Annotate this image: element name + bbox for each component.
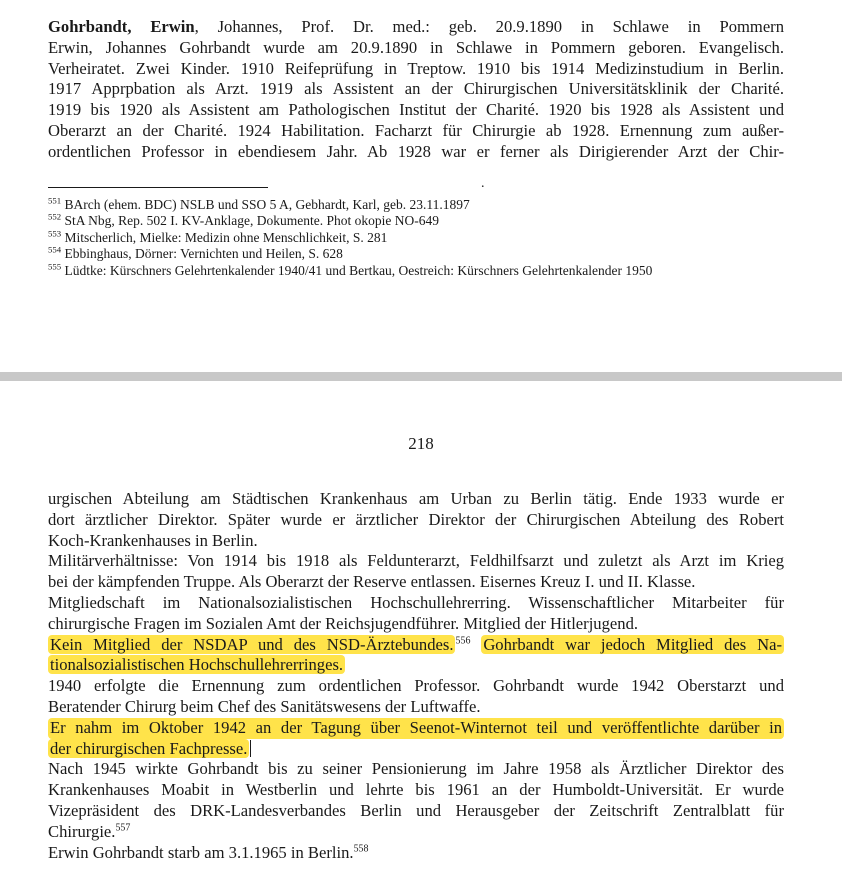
- footnote: [48, 197, 652, 213]
- footnote-separator: [48, 187, 268, 188]
- highlight-span[interactable]: Kein Mitglied der NSDAP und des NSD-Ärztebundes.: [50, 634, 454, 654]
- bio-line: Oberarzt an der Charité. 1924 Habilitation. Facharzt für Chirurgie ab 1928. Ernennung zum außer-: [48, 120, 784, 140]
- footnote-number: 551: [48, 195, 62, 206]
- bio-first-name: Erwin: [150, 17, 195, 36]
- text-line: Vizepräsident des DRK-Landesverbandes Berlin und Herausgeber der Zeitschrift Zentralblatt für: [48, 800, 784, 820]
- text-line: urgischen Abteilung am Städtischen Krankenhaus am Urban zu Berlin tätig. Ende 1933 wurde er: [48, 489, 784, 508]
- main-text: [48, 489, 784, 863]
- footnote-ref: 557: [115, 822, 131, 834]
- highlighted-line: [48, 718, 784, 739]
- bio-line: ordentlichen Professor in ebendiesem Jahr. Ab 1928 war er ferner als Dirigierender Arzt der Chir-: [48, 141, 784, 161]
- highlight-span[interactable]: Gohrbandt war jedoch Mitglied des Na-: [483, 634, 782, 654]
- highlight-span[interactable]: der chirurgischen Fachpresse.: [50, 738, 248, 758]
- text-line: Nach 1945 wirkte Gohrbandt bis zu seiner Pensionierung im Jahre 1958 als Ärztlicher Direktor des: [48, 759, 784, 779]
- footnote-ref: 556: [455, 635, 471, 647]
- previous-page: [0, 0, 842, 372]
- bio-line: Erwin, Johannes Gohrbandt wurde am 20.9.1890 in Schlawe in Pommern geboren. Evangelisch.: [48, 37, 784, 57]
- stray-dot: .: [481, 176, 485, 191]
- text-line: Erwin Gohrbandt starb am 3.1.1965 in Berlin.$^{558}$: [48, 842, 369, 862]
- text-line: Koch-Krankenhauses in Berlin.: [48, 530, 258, 550]
- footnote-list: [48, 197, 652, 279]
- text-line: 1940 erfolgte die Ernennung zum ordentlichen Professor. Gohrbandt wurde 1942 Oberstarzt und: [48, 676, 784, 696]
- footnote: [48, 263, 652, 279]
- footnote-ref: 558: [353, 843, 369, 855]
- footnote-text: Lüdtke: Kürschners Gelehrtenkalender 1940/41 und Bertkau, Oestreich: Kürschners Gelehrtenkalender 1950: [64, 262, 653, 278]
- page-number: 218: [408, 434, 434, 453]
- bio-line: 1919 bis 1920 als Assistent am Pathologischen Institut der Charité. 1920 bis 1928 als Assistent und: [48, 100, 784, 120]
- bio-heading: Gohrbandt, Erwin, Johannes, Prof. Dr. med.: geb. 20.9.1890 in Schlawe in Pommern: [48, 17, 785, 36]
- page-break-divider: [0, 372, 842, 381]
- footnote: [48, 230, 652, 246]
- footnote-text: StA Nbg, Rep. 502 I. KV-Anklage, Dokumente. Phot okopie NO-649: [64, 213, 440, 229]
- highlighted-line: [48, 635, 784, 656]
- highlight-span[interactable]: Er nahm im Oktober 1942 an der Tagung über Seenot-Winternot teil und veröffentlichte darüber in: [50, 717, 782, 737]
- footnote-number: 553: [48, 228, 62, 239]
- bio-paragraph: [48, 17, 784, 163]
- text-line: Beratender Chirurg beim Chef des Sanitätswesens der Luftwaffe.: [48, 696, 481, 716]
- footnote: [48, 213, 652, 229]
- bio-line: Verheiratet. Zwei Kinder. 1910 Reifeprüfung in Treptow. 1910 bis 1914 Medizinstudium in Berlin.: [48, 58, 784, 78]
- text-line: chirurgische Fragen im Sozialen Amt der Reichsjugendführer. Mitglied der Hitlerjugend.: [48, 613, 639, 633]
- text-line: Chirurgie.$^{557}$: [48, 821, 131, 841]
- text-line: Krankenhauses Moabit in Westberlin und lehrte bis 1961 an der Humboldt-Universität. Er wurde: [48, 780, 784, 800]
- text-cursor: [250, 740, 251, 757]
- footnote-text: Mitscherlich, Mielke: Medizin ohne Menschlichkeit, S. 281: [64, 229, 388, 245]
- text-line: Militärverhältnisse: Von 1914 bis 1918 als Feldunterarzt, Feldhilfsarzt und zuletzt als Arzt im Krieg: [48, 551, 784, 571]
- footnote-text: Ebbinghaus, Dörner: Vernichten und Heilen, S. 628: [64, 246, 343, 262]
- footnote-number: 554: [48, 244, 62, 255]
- highlight-span[interactable]: tionalsozialistischen Hochschullehrerringes.: [50, 655, 344, 675]
- footnote: [48, 246, 652, 262]
- bio-surname: Gohrbandt: [48, 17, 128, 36]
- bio-line: 1917 Apprpbation als Arzt. 1919 als Assistent an der Chirurgischen Universitätsklinik der Charité.: [48, 79, 784, 99]
- footnote-text: BArch (ehem. BDC) NSLB und SSO 5 A, Gebhardt, Karl, geb. 23.11.1897: [64, 197, 470, 212]
- highlighted-line: [48, 739, 784, 760]
- text-line: dort ärztlicher Direktor. Später wurde er ärztlicher Direktor der Chirurgischen Abteilung des Robert: [48, 509, 784, 529]
- bio-heading-rest: , Johannes, Prof. Dr. med.: geb. 20.9.1890 in Schlawe in Pommern: [194, 17, 785, 36]
- footnote-number: 552: [48, 211, 62, 222]
- footnote-number: 555: [48, 261, 62, 272]
- highlighted-line: [48, 655, 784, 676]
- text-line: bei der kämpfenden Truppe. Als Oberarzt der Reserve entlassen. Eisernes Kreuz I. und II. Klasse.: [48, 572, 696, 592]
- text-line: Mitgliedschaft im Nationalsozialistischen Hochschullehrerring. Wissenschaftlicher Mitarbeiter für: [48, 592, 784, 612]
